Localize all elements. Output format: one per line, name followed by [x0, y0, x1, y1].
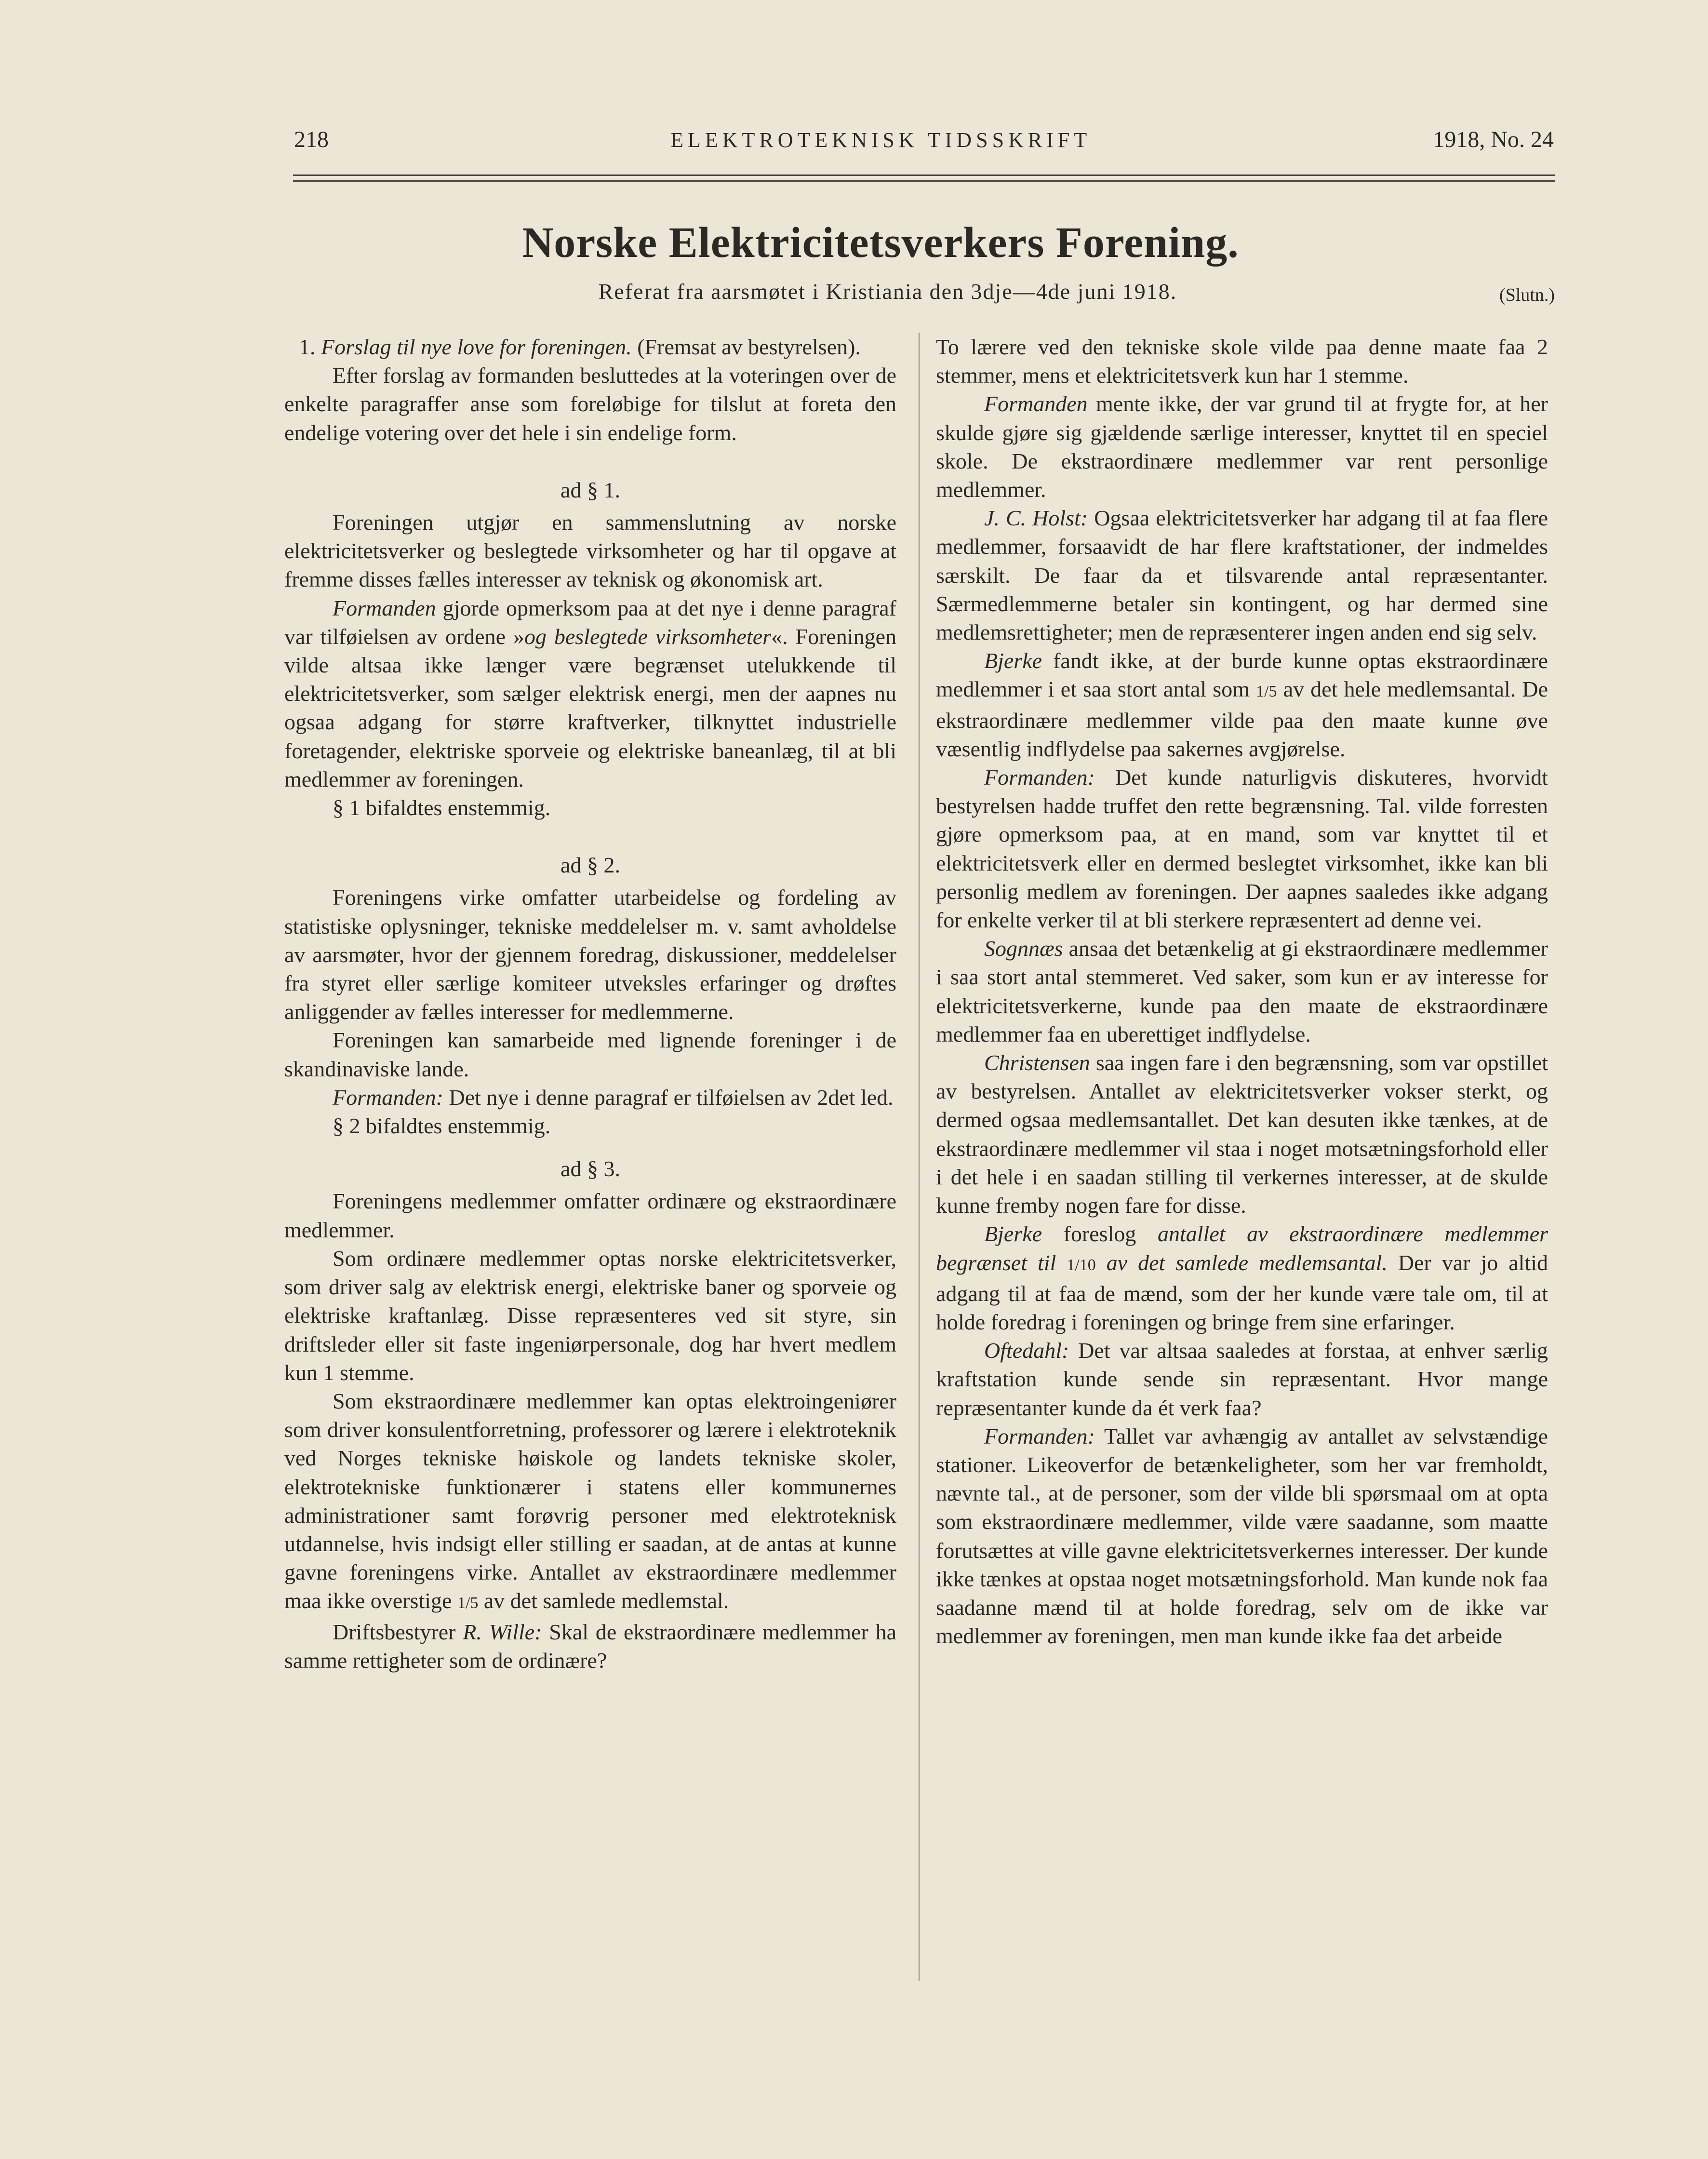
paragraph-text: Tallet var avhængig av antallet av selvstændige stationer. Likeoverfor de betænkeligheter, som her var fremholdt, nævnte tal., at de personer, som der vilde bli spørsmaal om at opta som ekstraordinære medlemmer, vilde være saadanne, som maatte forutsættes at ville gavne elektricitetsverkernes interesser. Der kunde ikke tænkes at opstaa noget motsætningsforhold. Man kunde nok faa saadanne mænd til at holde foredrag, selv om de ikke var medlemmer av foreningen, men man kunde ikke faa det arbeide	[936, 1423, 1548, 1649]
paragraph-text: av det hele medlemsantal. De ekstraordinære medlemmer vilde paa den maate kunne øve væsentlig indflydelse paa sakernes avgjørelse.	[936, 677, 1548, 761]
paragraph	[284, 1387, 896, 1618]
speaker-name: Formanden:	[984, 1423, 1095, 1448]
paragraph-text: foreslog	[1063, 1221, 1136, 1247]
left-column	[284, 333, 896, 1675]
paragraph	[284, 1083, 896, 1112]
paragraph-text: Som ekstraordinære medlemmer kan optas elektroingeniører som driver konsulentforretning, professorer og lærere i elektroteknik ved Norges tekniske høiskole og landets tekniske skoler, elektrotekniske funktionærer i statens eller kommunernes administrationer samt forøvrig personer med elektroteknisk utdannelse, hvis indsigt eller stilling er saadan, at de antas at kunne gavne foreningens virke. Antallet av ekstraordinære medlemmer maa ikke overstige	[284, 1388, 896, 1613]
paragraph-text: ansaa det betænkelig at gi ekstraordinære medlemmer i saa stort antal stemmeret. Ved saker, som kun er av interesse for elektricitetsverkerne, kunde paa den maate de ekstraordinære medlemmer faa en uberettiget indflydelse.	[936, 936, 1548, 1046]
paragraph	[936, 1422, 1548, 1650]
page-number: 218	[294, 127, 329, 152]
paragraph-text: Det nye i denne paragraf er tilføielsen av 2det led.	[449, 1085, 894, 1110]
section-heading: ad § 2.	[560, 853, 620, 878]
item-title: Forslag til nye love for foreningen.	[321, 335, 632, 359]
paragraph-text: av det samlede medlemstal.	[483, 1588, 729, 1613]
speaker-name: R. Wille:	[463, 1619, 542, 1644]
paragraph	[936, 646, 1548, 763]
speaker-name: Bjerke	[984, 1221, 1042, 1247]
paragraph	[936, 504, 1548, 646]
article-title: Norske Elektricitetsverkers Forening.	[522, 219, 1239, 267]
speaker-name: J. C. Holst:	[984, 506, 1088, 531]
item-number: 1.	[299, 335, 316, 359]
magazine-title: ELEKTROTEKNISK TIDSSKRIFT	[670, 128, 1092, 152]
paragraph: Som ordinære medlemmer optas norske elektricitetsverker, som driver salg av elektrisk energi, elektriske baner og sporveie og elektriske kraftanlæg. Disse repræsenteres ved sit styre, sin driftsleder eller sit faste ingeniørpersonale, dog har hvert medlem kun 1 stemme.	[284, 1246, 896, 1385]
paragraph	[936, 934, 1548, 1048]
paragraph-text: Ogsaa elektricitetsverker har adgang til at faa flere medlemmer, forsaavidt de har flere kraftstationer, der indmeldes særskilt. De faar da et tilsvarende antal repræsentanter. Særmedlemmerne betaler sin kontingent, og har dermed sine medlemsrettigheter; men de repræsenterer ingen anden end sig selv.	[936, 506, 1548, 645]
paragraph: § 1 bifaldtes enstemmig.	[333, 795, 551, 820]
paragraph-text: Det kunde naturligvis diskuteres, hvorvidt bestyrelsen hadde truffet den rette begrænsning. Tal. vilde forresten gjøre opmerksom paa, at en mand, som var knyttet til et elektricitetsverk eller en dermed beslegtet virksomhet, ikke kan bli personlig medlem av foreningen. Der aapnes saaledes ikke adgang for enkelte verker til at bli sterkere repræsentert ad denne vei.	[936, 765, 1548, 933]
speaker-name: Formanden	[333, 595, 436, 620]
proposal-text: antallet av ekstraordinære medlemmer begrænset til	[936, 1221, 1548, 1275]
paragraph-text: fandt ikke, at der burde kunne optas ekstraordinære medlemmer i et saa stort antal som	[936, 648, 1548, 702]
paragraph: Foreningen kan samarbeide med lignende foreninger i de skandinaviske lande.	[284, 1028, 896, 1081]
paragraph-text: «. Foreningen vilde altsaa ikke længer være begrænset utelukkende til elektricitetsverker, som sælger elektrisk energi, men der aapnes nu ogsaa adgang for større kraftverker, tilknyttet industrielle foretagender, elektriske sporveie og elektriske baneanlæg, til at bli medlemmer av foreningen.	[284, 624, 896, 791]
paragraph-text: saa ingen fare i den begrænsning, som var opstillet av bestyrelsen. Antallet av elektricitetsverker vokser sterkt, og dermed ogsaa medlemsantallet. Det kan desuten ikke tænkes, at de ekstraordinære medlemmer vil staa i noget motsætningsforhold eller i det hele i en saadan stilling til verkernes interesser, at de skulde kunne fremby nogen fare for disse.	[936, 1050, 1548, 1218]
article-subtitle: Referat fra aarsmøtet i Kristiania den 3dje—4de juni 1918.	[598, 279, 1177, 304]
fraction: 1/5	[1256, 683, 1277, 701]
quoted-words: og beslegtede virksomheter	[524, 624, 772, 649]
proposal-text: av det samlede medlemsantal.	[1106, 1250, 1388, 1275]
speaker-name: Christensen	[984, 1050, 1090, 1075]
paragraph-text: mente ikke, der var grund til at frygte for, at her skulde gjøre sig gjældende særlige interesser, knyttet til en speciel skole. De ekstraordinære medlemmer var rent personlige medlemmer.	[936, 391, 1548, 502]
section-heading: ad § 1.	[560, 477, 620, 502]
paragraph-text: gjorde opmerksom paa at det nye i denne paragraf var tilføielsen av ordene »	[284, 595, 897, 649]
paragraph	[284, 594, 896, 793]
item-note: (Fremsat av bestyrelsen).	[637, 335, 861, 359]
paragraph-text: Det var altsaa saaledes at forstaa, at enhver særlig kraftstation kunde sende sin repræsentant. Hvor mange repræsentanter kunde da ét verk faa?	[936, 1338, 1548, 1420]
paragraph	[936, 389, 1548, 504]
paragraph-text: Driftsbestyrer	[333, 1619, 456, 1644]
paragraph: Foreningens medlemmer omfatter ordinære og ekstraordinære medlemmer.	[284, 1189, 896, 1242]
speaker-name: Sognnæs	[984, 936, 1063, 961]
speaker-name: Formanden	[984, 391, 1088, 416]
paragraph	[936, 1048, 1548, 1220]
column-divider	[919, 333, 920, 1981]
paragraph: Efter forslag av formanden besluttedes at la voteringen over de enkelte paragraffer anse som foreløbige for tilslut at foreta den endelige votering over det hele i sin endelige form.	[284, 363, 896, 445]
issue-label: 1918, No. 24	[1433, 127, 1554, 152]
paragraph-text: Skal de ekstraordinære medlemmer ha samme rettigheter som de ordinære?	[284, 1619, 897, 1673]
paragraph: Foreningens virke omfatter utarbeidelse og fordeling av statistiske oplysninger, tekniske meddelelser m. v. samt avholdelse av aarsmøter, hvor der gjennem foredrag, diskussioner, meddelelser fra styret eller særlige komiteer utveksles erfaringer og drøftes anliggender av fælles interesser for medlemmerne.	[284, 885, 896, 1024]
speaker-name: Formanden:	[984, 765, 1095, 790]
paragraph: To lærere ved den tekniske skole vilde paa denne maate faa 2 stemmer, mens et elektricitetsverk kun har 1 stemme.	[936, 335, 1548, 388]
paragraph: § 2 bifaldtes enstemmig.	[333, 1113, 551, 1139]
paragraph-text: Der var jo altid adgang til at faa de mænd, som der her kunde være tale om, til at holde foredrag i foreningen og bringe frem sine erfaringer.	[936, 1250, 1548, 1334]
section-heading: ad § 3.	[560, 1156, 620, 1181]
running-head	[294, 126, 1554, 153]
speaker-name: Bjerke	[984, 648, 1042, 673]
continuation-note: (Slutn.)	[1499, 285, 1555, 305]
paragraph	[284, 333, 896, 361]
paragraph	[936, 763, 1548, 934]
right-column	[936, 333, 1548, 1650]
paragraph	[936, 1336, 1548, 1422]
paragraph: Foreningen utgjør en sammenslutning av norske elektricitetsverker og beslegtede virksomheter og har til opgave at fremme disses fælles interesser av teknisk og økonomisk art.	[284, 510, 896, 592]
speaker-name: Oftedahl:	[984, 1338, 1069, 1363]
speaker-name: Formanden:	[333, 1085, 443, 1110]
fraction: 1/10	[1067, 1256, 1096, 1274]
fraction: 1/5	[457, 1594, 479, 1612]
paragraph	[284, 1618, 896, 1675]
paragraph	[936, 1220, 1548, 1336]
header-rule	[293, 174, 1555, 182]
